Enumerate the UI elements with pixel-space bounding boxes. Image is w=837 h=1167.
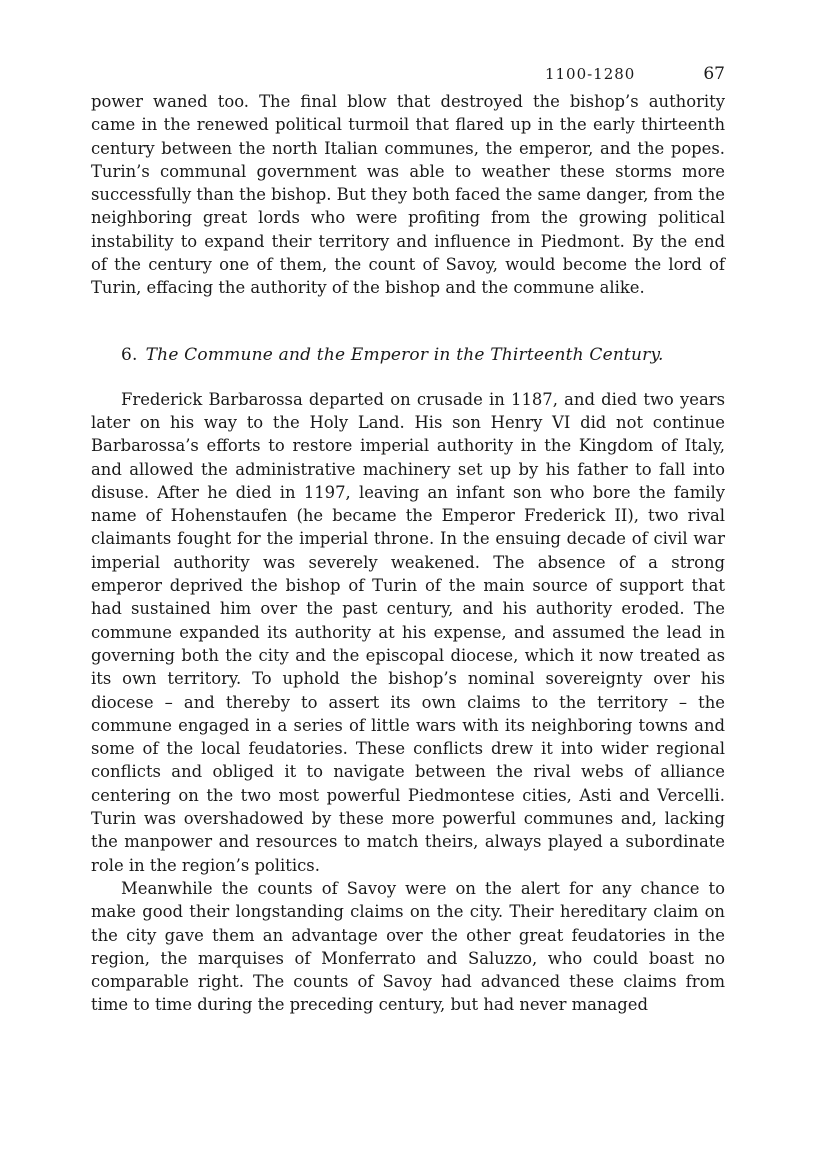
section-number: 6.: [121, 344, 138, 365]
running-head: [91, 64, 725, 90]
book-page: [91, 64, 725, 1017]
section-heading: [121, 343, 725, 367]
paragraph-continued: power waned too. The final blow that destroyed the bishop’s authority came in the renewed political turmoil that flared up in the early thirteenth century between the north Italian communes, the emperor, and the popes. Turin’s communal government was able to weather these storms more successfully than the bishop. But they both faced the same danger, from the neighboring great lords who were profiting from the growing political instability to expand their territory and influence in Piedmont. By the end of the century one of them, the count of Savoy, would become the lord of Turin, effacing the authority of the bishop and the commune alike.: [91, 92, 726, 298]
page-number: 67: [703, 64, 725, 84]
running-head-date-range: 1100-1280: [544, 65, 636, 83]
paragraph: Meanwhile the counts of Savoy were on the alert for any chance to make good their longstanding claims on the city. Their hereditary claim on the city gave them an advantage over the other great feudatories in the region, the marquises of Monferrato and Saluzzo, who could boast no comparable right. The counts of Savoy had advanced these claims from time to time during the preceding century, but had never managed: [91, 878, 725, 1015]
paragraph: Frederick Barbarossa departed on crusade in 1187, and died two years later on his way to the Holy Land. His son Henry VI did not continue Barbarossa’s efforts to restore imperial authority in the Kingdom of Italy, and allowed the administrative machinery set up by his father to fall into disuse. After he died in 1197, leaving an infant son who bore the family name of Hohenstaufen (he became the Emperor Frederick II), two rival claimants fought for the imperial throne. In the ensuing decade of civil war imperial authority was severely weakened. The absence of a strong emperor deprived the bishop of Turin of the main source of support that had sustained him over the past century, and his authority eroded. The commune expanded its authority at his expense, and assumed the lead in governing both the city and the episcopal diocese, which it now treated as its own territory. To uphold the bishop’s nominal sovereignty over his diocese – and thereby to assert its own claims to the territory – the commune engaged in a series of little wars with its neighboring towns and some of the local feudatories. These conflicts drew it into wider regional conflicts and obliged it to navigate between the rival webs of alliance centering on the two most powerful Piedmontese cities, Asti and Vercelli. Turin was overshadowed by these more powerful communes and, lacking the manpower and resources to match theirs, always played a subordinate role in the region’s politics.: [91, 389, 725, 875]
section-title: The Commune and the Emperor in the Thirteenth Century.: [145, 344, 664, 365]
